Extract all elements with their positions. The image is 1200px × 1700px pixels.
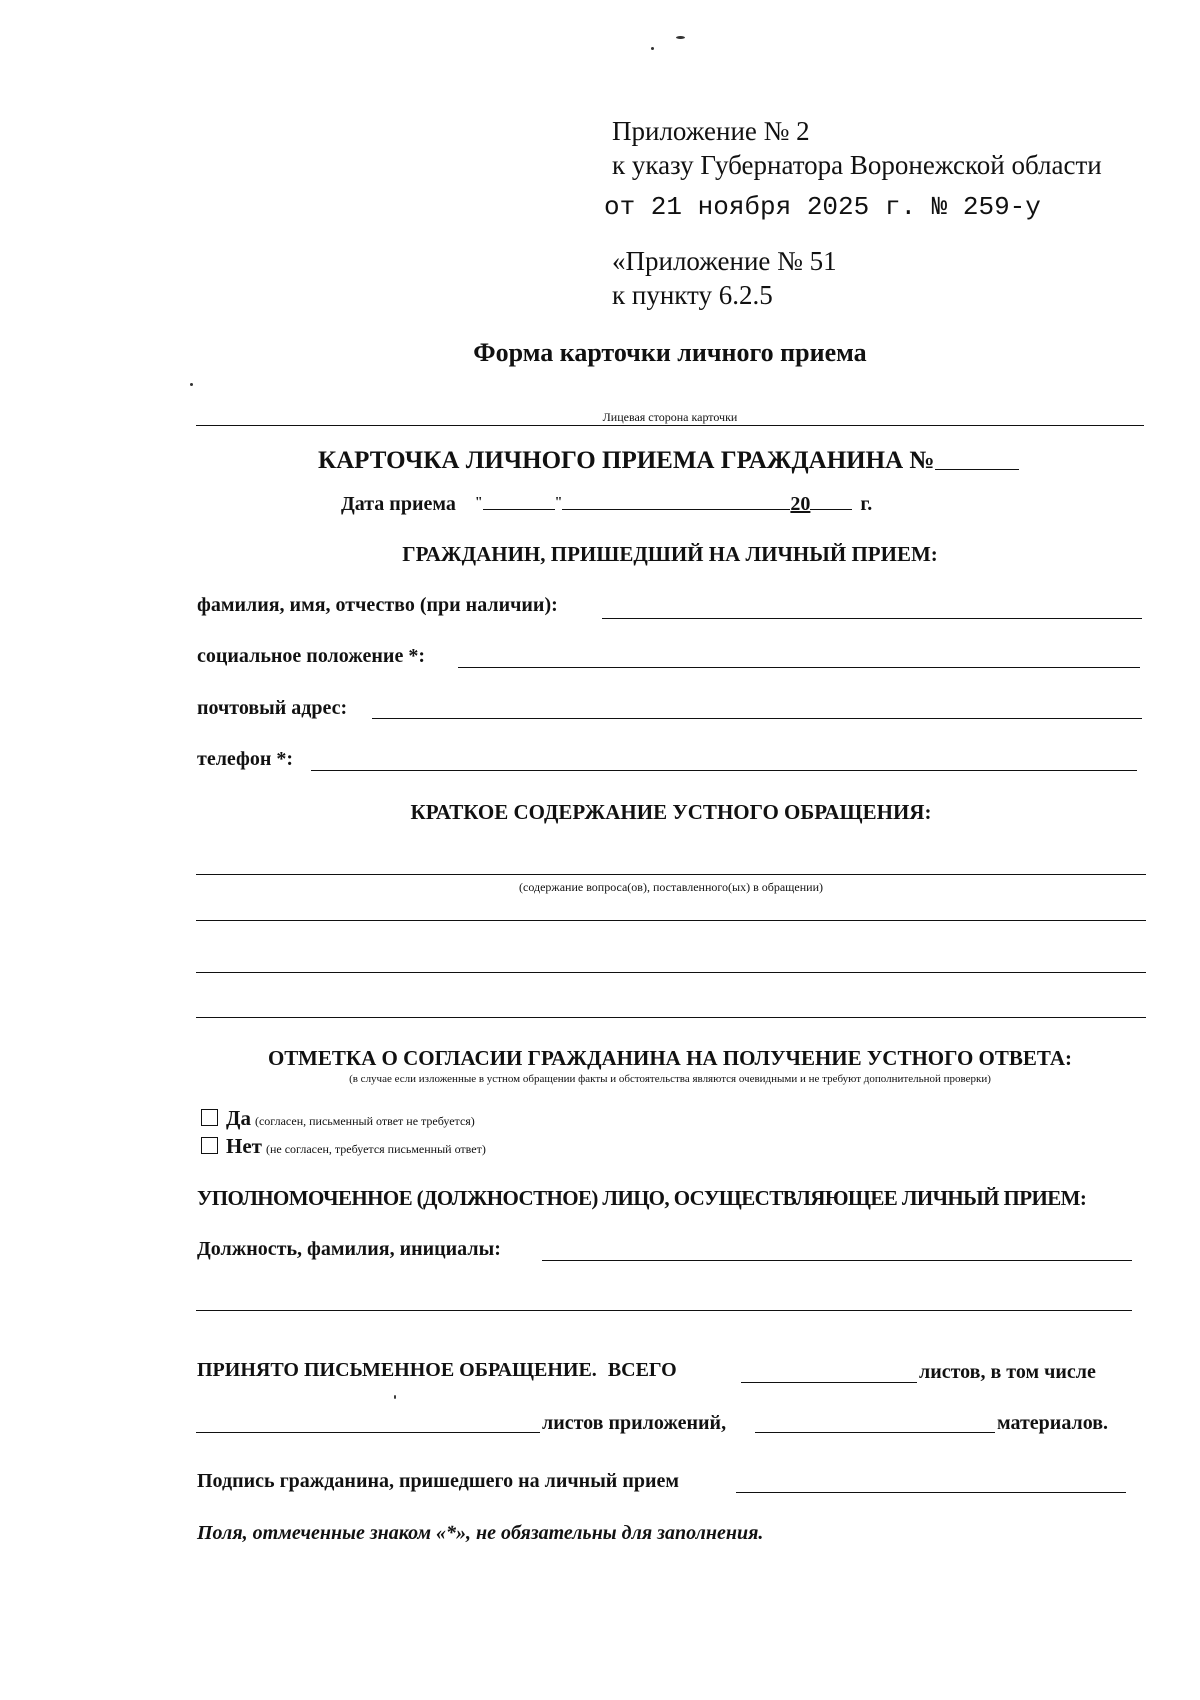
phone-label: телефон *: (197, 748, 294, 770)
total-sheets-field[interactable] (741, 1382, 917, 1383)
top-rule (196, 425, 1144, 426)
fio-label: фамилия, имя, отчество (при наличии): (197, 594, 558, 616)
yes-note: (согласен, письменный ответ не требуется) (254, 1114, 475, 1128)
date-label: Дата приема (341, 493, 456, 515)
no-label: Нет (226, 1134, 262, 1158)
summary-caption: (содержание вопроса(ов), поставленного(ых) в обращении) (519, 880, 823, 894)
fio-field[interactable] (602, 618, 1142, 619)
attachments-label: листов приложений, (542, 1412, 727, 1434)
social-field[interactable] (458, 667, 1140, 668)
checkbox-yes[interactable] (201, 1109, 218, 1126)
scan-speck (651, 47, 654, 50)
day-field[interactable] (483, 491, 555, 510)
no-note: (не согласен, требуется письменный ответ) (265, 1142, 486, 1156)
yes-label: Да (226, 1106, 251, 1130)
appendix-51-block (612, 244, 1112, 312)
year-suffix: г. (860, 493, 873, 515)
summary-heading: КРАТКОЕ СОДЕРЖАНИЕ УСТНОГО ОБРАЩЕНИЯ: (410, 800, 932, 824)
date-row (341, 491, 872, 516)
sheets-including: листов, в том числе (919, 1361, 1096, 1383)
front-side-label: Лицевая сторона карточки (602, 410, 738, 424)
scan-speck (190, 383, 193, 386)
position-label: Должность, фамилия, инициалы: (197, 1238, 501, 1260)
materials-field[interactable] (755, 1432, 995, 1433)
written-total: ВСЕГО (607, 1359, 677, 1381)
checkbox-no[interactable] (201, 1137, 218, 1154)
consent-no-row[interactable] (201, 1134, 486, 1159)
summary-line-3[interactable] (196, 972, 1146, 973)
form-title: Форма карточки личного приема (473, 338, 867, 367)
card-title: КАРТОЧКА ЛИЧНОГО ПРИЕМА ГРАЖДАНИНА № (318, 447, 935, 474)
appendix-number: Приложение № 2 (612, 116, 810, 146)
appendix-51: «Приложение № 51 (612, 246, 837, 276)
summary-line-2[interactable] (196, 920, 1146, 921)
scan-speck (676, 36, 685, 39)
decree-date: от 21 ноября 2025 г. № 259-у (604, 192, 1041, 222)
social-label: социальное положение *: (197, 645, 425, 667)
quote-open: " (474, 495, 483, 510)
address-field[interactable] (372, 718, 1142, 719)
card-number-field[interactable] (935, 447, 1019, 470)
position-field[interactable] (542, 1260, 1132, 1261)
signature-label: Подпись гражданина, пришедшего на личный прием (197, 1470, 680, 1492)
materials-label: материалов. (997, 1412, 1109, 1434)
year-field[interactable] (810, 491, 852, 510)
consent-yes-row[interactable] (201, 1106, 475, 1131)
consent-heading: ОТМЕТКА О СОГЛАСИИ ГРАЖДАНИНА НА ПОЛУЧЕНИЕ УСТНОГО ОТВЕТА: (267, 1046, 1073, 1070)
official-heading: УПОЛНОМОЧЕННОЕ (ДОЛЖНОСТНОЕ) ЛИЦО, ОСУЩЕСТВЛЯЮЩЕЕ ЛИЧНЫЙ ПРИЕМ: (197, 1186, 1087, 1210)
phone-field[interactable] (311, 770, 1137, 771)
card-title-row (318, 447, 1019, 475)
attachments-field[interactable] (196, 1432, 540, 1433)
position-field-2[interactable] (196, 1310, 1132, 1311)
signature-field[interactable] (736, 1492, 1126, 1493)
summary-line-1[interactable] (196, 874, 1146, 875)
address-label: почтовый адрес: (197, 697, 348, 719)
quote-close: " (554, 495, 563, 510)
scan-speck (394, 1395, 396, 1399)
citizen-heading: ГРАЖДАНИН, ПРИШЕДШИЙ НА ЛИЧНЫЙ ПРИЕМ: (402, 542, 938, 566)
written-row-1 (197, 1359, 677, 1382)
point-reference: к пункту 6.2.5 (612, 280, 773, 310)
consent-note: (в случае если изложенные в устном обращении факты и обстоятельства являются очевидными и не требуют дополнительной проверки) (349, 1073, 991, 1085)
year-prefix: 20 (790, 493, 811, 515)
written-accepted: ПРИНЯТО ПИСЬМЕННОЕ ОБРАЩЕНИЕ. (197, 1359, 597, 1381)
summary-line-4[interactable] (196, 1017, 1146, 1018)
header-block (612, 114, 1182, 182)
footnote: Поля, отмеченные знаком «*», не обязательны для заполнения. (197, 1522, 764, 1544)
decree-reference: к указу Губернатора Воронежской области (612, 150, 1102, 180)
month-field[interactable] (562, 491, 790, 510)
